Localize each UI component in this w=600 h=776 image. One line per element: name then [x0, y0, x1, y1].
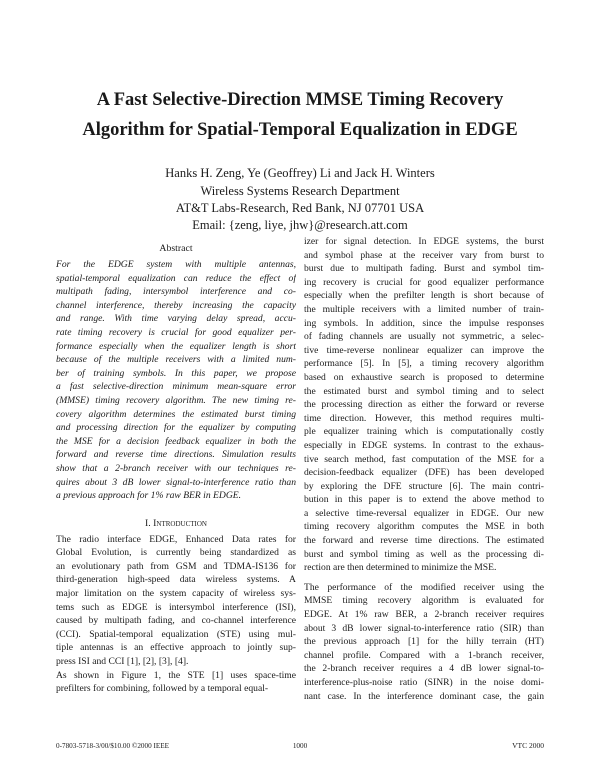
footer-page-number: 1000 [292, 742, 308, 750]
abstract-heading: Abstract [159, 243, 193, 254]
text-line: The performance of the modified receiver using the [304, 581, 544, 593]
text-line: performance [5]. In [5], a timing recovery algorithm [304, 358, 544, 370]
text-line: rection are then determined to minimize the MSE. [304, 562, 497, 574]
text-line: forward and reverse time directions. Simulation results [56, 449, 296, 461]
text-line: izer for signal detection. In EDGE systems, the burst [304, 236, 544, 247]
email: Email: {zeng, liye, jhw}@research.att.com [192, 218, 408, 232]
text-line: spatial-temporal equalization can reduce the effect of [56, 272, 296, 284]
text-line: especially when the prefilter length is short because of [304, 290, 544, 302]
text-line: third-generation high-speed data wireless systems. A [56, 574, 296, 586]
text-line: ing symbols. In addition, since the impulse responses [304, 317, 544, 329]
text-line: major limitation on the system capacity of wireless sys- [56, 588, 296, 600]
text-line: prefilters for combining, followed by a temporal equal- [56, 683, 269, 695]
text-line: a selective time-reversal equalizer in EDGE. Our new [304, 507, 544, 519]
text-line: nant case. In the interference dominant case, the gain [304, 690, 544, 702]
text-line: For the EDGE system with multiple antennas, [56, 259, 296, 270]
text-line: the 2-branch receiver requires a 4 dB lower signal-to- [304, 663, 544, 675]
text-line: tive time-reverse nonlinear equalizer can improve the [304, 344, 544, 356]
text-line: (MMSE) timing recovery algorithm. The new timing re- [56, 394, 296, 406]
text-line: the MSE for a decision feedback equalizer in both the [56, 435, 296, 447]
text-line: a previous approach for 1% raw BER in EDGE. [56, 490, 242, 502]
text-line: burst and symbol timing as well as the processing di- [304, 548, 544, 560]
text-line: the previous approach [1] for the hilly terrain (HT) [304, 636, 544, 648]
text-line: tive search method, fast computation of the MSE for a [304, 453, 544, 465]
text-line: ple equalizer training which is computationally costly [304, 426, 544, 438]
right-paragraph-1 [304, 235, 544, 575]
text-line: Global Evolution, is currently being standardized as [56, 547, 296, 559]
left-column [56, 240, 296, 696]
text-line: press ISI and CCI [1], [2], [3], [4]. [56, 656, 189, 668]
text-line: a fast selective-direction minimum mean-square error [56, 381, 296, 393]
authors: Hanks H. Zeng, Ye (Geoffrey) Li and Jack H. Winters [165, 166, 435, 180]
paper-title-line-2: Algorithm for Spatial-Temporal Equalization in EDGE [82, 120, 518, 140]
department: Wireless Systems Research Department [200, 184, 400, 198]
text-line: MMSE timing recovery algorithm is evaluated for [304, 595, 544, 607]
text-line: covery algorithm determines the estimated burst timing [56, 408, 296, 420]
affiliation: AT&T Labs-Research, Red Bank, NJ 07701 USA [175, 201, 425, 215]
text-line: based on exhaustive search is proposed to determine [304, 371, 544, 383]
text-line: show that a 2-branch receiver with our techniques re- [56, 462, 296, 474]
text-line: channel interference, thereby increasing the capacity [56, 299, 296, 311]
text-line: rate timing recovery is crucial for good equalizer per- [56, 326, 296, 338]
text-line: the forward and reverse time directions. The estimated [304, 535, 544, 547]
right-paragraph-2 [304, 581, 544, 703]
text-line: especially in EDGE systems. In contrast to the exhaus- [304, 439, 544, 451]
text-line: and processing direction for the equalizer by computing [56, 422, 296, 434]
text-line: formance especially when the equalizer length is short [56, 340, 296, 352]
introduction-body [56, 533, 296, 696]
text-line: decision-feedback equalizer (DFE) has been developed [304, 467, 544, 479]
paper-title-line-1: A Fast Selective-Direction MMSE Timing Recovery [96, 90, 504, 110]
text-line: tiple antennas is an effective approach to jointly sup- [56, 642, 296, 654]
text-line: about 3 dB lower signal-to-interference ratio (SIR) than [304, 622, 544, 634]
text-line: multipath fading, intersymbol interference and co- [56, 286, 296, 298]
right-column [304, 235, 544, 703]
footer-conference: VTC 2000 [512, 741, 544, 750]
text-line: the estimated burst and symbol timing and to select [304, 385, 544, 397]
text-line: time direction. However, this method requires multi- [304, 412, 544, 424]
text-line: ber of training symbols. In this paper, we propose [56, 367, 296, 379]
text-line: interference-plus-noise ratio (SINR) in the noise domi- [304, 677, 544, 688]
text-line: and range. With time varying delay spread, accu- [56, 313, 296, 325]
text-line: bution in this paper is to extend the above method to [304, 494, 544, 506]
text-line: of fading channels are usually not symmetric, a selec- [304, 331, 544, 343]
text-line: an evolutionary path from GSM and TDMA-IS136 for [56, 560, 296, 572]
text-line: tems such as EDGE is intersymbol interference (ISI), [56, 601, 296, 613]
text-line: timing recovery algorithm computes the MSE in both [304, 521, 544, 533]
text-line: quires about 3 dB lower signal-to-interference ratio than [56, 476, 296, 488]
abstract-body [56, 258, 296, 503]
text-line: As shown in Figure 1, the STE [1] uses space-time [56, 669, 296, 681]
text-line: and symbol phase at the receiver vary from burst to [304, 249, 544, 261]
text-line: EDGE. At 1% raw BER, a 2-branch receiver requires [304, 609, 544, 621]
text-line: the processing direction as either the forward or reverse [304, 399, 544, 411]
text-line: because of the multiple receivers with a limited num- [56, 354, 296, 366]
footer-copyright: 0-7803-5718-3/00/$10.00 ©2000 IEEE [56, 742, 170, 750]
text-line: burst due to multipath fading. Burst and symbol tim- [304, 263, 544, 275]
text-line: ing recovery is crucial for good equalizer performance [304, 276, 544, 288]
text-line: The radio interface EDGE, Enhanced Data rates for [56, 533, 296, 545]
text-line: (CCI). Spatial-temporal equalization (STE) using mul- [56, 628, 296, 640]
text-line: by exploring the DFE structure [6]. The main contri- [304, 480, 544, 492]
text-line: caused by multipath fading, and co-channel interference [56, 615, 296, 627]
text-line: the multiple receivers with a limited number of train- [304, 303, 544, 315]
text-line: channel profile. Compared with a 1-branch receiver, [304, 649, 544, 661]
introduction-heading: I. Introduction [145, 517, 207, 529]
